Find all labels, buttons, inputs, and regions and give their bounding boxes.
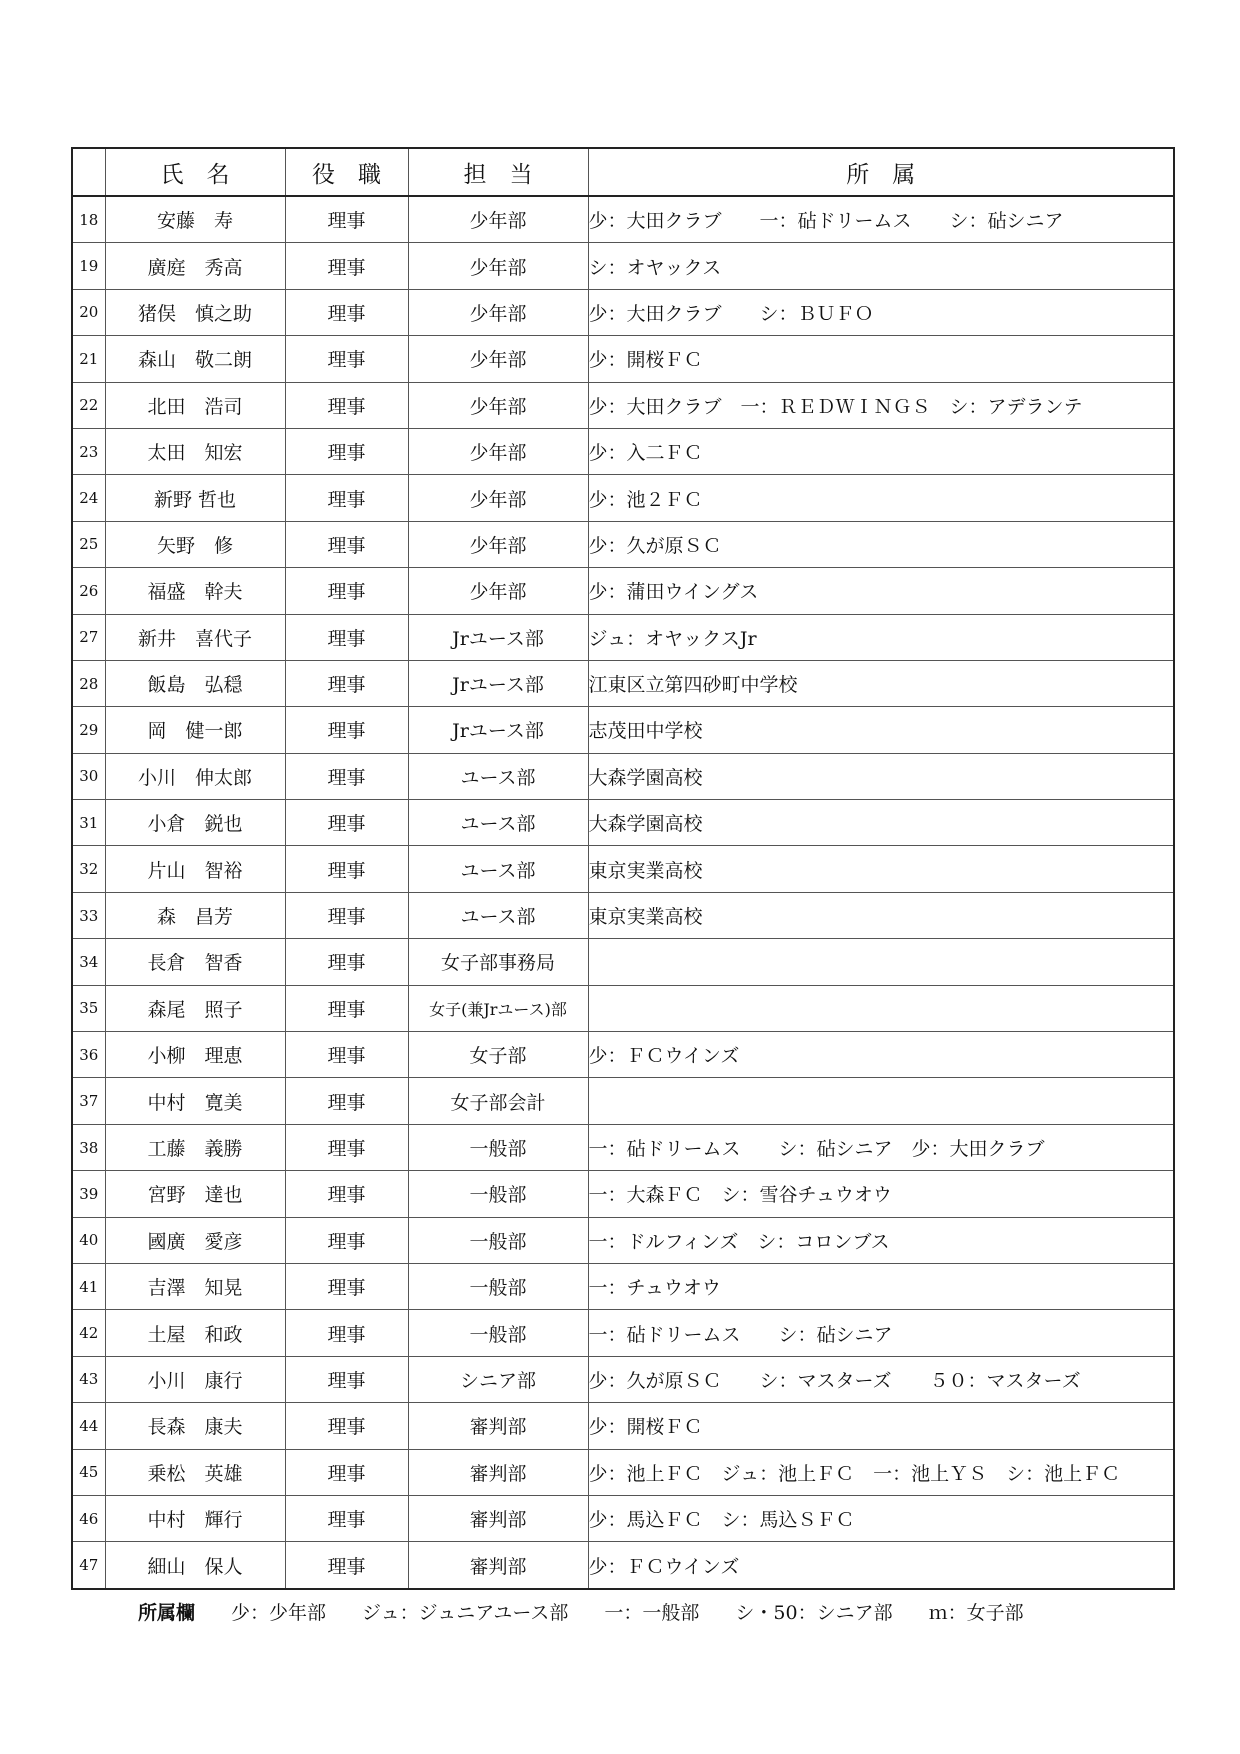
member-name: 小柳 理恵 (105, 1032, 285, 1078)
row-number: 36 (72, 1032, 105, 1078)
member-role: 理事 (285, 1171, 408, 1217)
member-affiliation: ジュ：オヤックスJr (588, 614, 1174, 660)
member-department: 少年部 (408, 243, 588, 289)
member-name: 土屋 和政 (105, 1310, 285, 1356)
member-role: 理事 (285, 892, 408, 938)
table-row (72, 846, 1174, 892)
row-number: 34 (72, 939, 105, 985)
table-row (72, 1217, 1174, 1263)
member-role: 理事 (285, 1495, 408, 1541)
row-number: 38 (72, 1124, 105, 1170)
row-number: 35 (72, 985, 105, 1031)
member-affiliation: 志茂田中学校 (588, 707, 1174, 753)
member-role: 理事 (285, 939, 408, 985)
table-row (72, 800, 1174, 846)
member-department: 女子部事務局 (408, 939, 588, 985)
member-name: 小倉 鋭也 (105, 800, 285, 846)
table-row (72, 1403, 1174, 1449)
member-department: 少年部 (408, 196, 588, 243)
header-number (72, 148, 105, 196)
member-name: 森 昌芳 (105, 892, 285, 938)
legend-label: 所属欄 (138, 1602, 196, 1624)
member-department: 少年部 (408, 336, 588, 382)
member-affiliation: 東京実業高校 (588, 892, 1174, 938)
member-role: 理事 (285, 243, 408, 289)
member-role: 理事 (285, 336, 408, 382)
member-department: ユース部 (408, 753, 588, 799)
table-row (72, 1356, 1174, 1402)
member-name: 中村 輝行 (105, 1495, 285, 1541)
member-affiliation (588, 939, 1174, 985)
table-row (72, 1171, 1174, 1217)
table-row (72, 1078, 1174, 1124)
row-number: 24 (72, 475, 105, 521)
member-role: 理事 (285, 800, 408, 846)
member-affiliation: 大森学園高校 (588, 753, 1174, 799)
member-name: 片山 智裕 (105, 846, 285, 892)
member-department: 審判部 (408, 1542, 588, 1589)
table-row (72, 753, 1174, 799)
member-affiliation: 一：砧ドリームス シ：砧シニア (588, 1310, 1174, 1356)
member-role: 理事 (285, 614, 408, 660)
member-department: 一般部 (408, 1263, 588, 1309)
table-row (72, 1495, 1174, 1541)
member-affiliation: 一：砧ドリームス シ：砧シニア 少：大田クラブ (588, 1124, 1174, 1170)
member-role: 理事 (285, 568, 408, 614)
member-department: 一般部 (408, 1124, 588, 1170)
row-number: 27 (72, 614, 105, 660)
member-name: 新井 喜代子 (105, 614, 285, 660)
row-number: 46 (72, 1495, 105, 1541)
table-row (72, 336, 1174, 382)
member-role: 理事 (285, 1217, 408, 1263)
member-role: 理事 (285, 1124, 408, 1170)
member-department: 女子部 (408, 1032, 588, 1078)
row-number: 23 (72, 428, 105, 474)
member-name: 森尾 照子 (105, 985, 285, 1031)
member-role: 理事 (285, 846, 408, 892)
member-name: 太田 知宏 (105, 428, 285, 474)
member-affiliation: 少：大田クラブ 一：砧ドリームス シ：砧シニア (588, 196, 1174, 243)
member-name: 森山 敬二朗 (105, 336, 285, 382)
member-department: 審判部 (408, 1403, 588, 1449)
member-affiliation: 少：馬込ＦＣ シ：馬込ＳＦＣ (588, 1495, 1174, 1541)
member-department: ユース部 (408, 846, 588, 892)
row-number: 33 (72, 892, 105, 938)
member-name: 猪俣 慎之助 (105, 289, 285, 335)
member-role: 理事 (285, 1403, 408, 1449)
member-affiliation: シ：オヤックス (588, 243, 1174, 289)
member-role: 理事 (285, 1263, 408, 1309)
header-affiliation: 所 属 (588, 148, 1174, 196)
table-row (72, 1310, 1174, 1356)
member-role: 理事 (285, 196, 408, 243)
header-role: 役 職 (285, 148, 408, 196)
member-name: 乗松 英雄 (105, 1449, 285, 1495)
member-affiliation: 少：入二ＦＣ (588, 428, 1174, 474)
member-name: 北田 浩司 (105, 382, 285, 428)
row-number: 43 (72, 1356, 105, 1402)
member-name: 新野 哲也 (105, 475, 285, 521)
member-affiliation (588, 1078, 1174, 1124)
table-row (72, 521, 1174, 567)
legend-item: ジュ：ジュニアユース部 (362, 1602, 569, 1624)
member-name: 國廣 愛彦 (105, 1217, 285, 1263)
member-department: 一般部 (408, 1217, 588, 1263)
member-affiliation: 少：久が原ＳＣ (588, 521, 1174, 567)
table-row (72, 707, 1174, 753)
member-role: 理事 (285, 1310, 408, 1356)
member-name: 福盛 幹夫 (105, 568, 285, 614)
row-number: 20 (72, 289, 105, 335)
member-role: 理事 (285, 1078, 408, 1124)
table-row (72, 382, 1174, 428)
member-role: 理事 (285, 521, 408, 567)
member-affiliation: 少：久が原ＳＣ シ：マスターズ ５０：マスターズ (588, 1356, 1174, 1402)
table-row (72, 1032, 1174, 1078)
table-row (72, 568, 1174, 614)
member-department: シニア部 (408, 1356, 588, 1402)
member-affiliation: 少：蒲田ウイングス (588, 568, 1174, 614)
row-number: 26 (72, 568, 105, 614)
row-number: 47 (72, 1542, 105, 1589)
member-role: 理事 (285, 1542, 408, 1589)
member-name: 岡 健一郎 (105, 707, 285, 753)
member-name: 飯島 弘穏 (105, 660, 285, 706)
member-affiliation: 少：ＦＣウインズ (588, 1032, 1174, 1078)
header-name: 氏 名 (105, 148, 285, 196)
officers-table (71, 147, 1175, 1590)
row-number: 22 (72, 382, 105, 428)
member-department: 一般部 (408, 1171, 588, 1217)
member-role: 理事 (285, 753, 408, 799)
member-department: 審判部 (408, 1449, 588, 1495)
member-affiliation: 一：大森ＦＣ シ：雪谷チュウオウ (588, 1171, 1174, 1217)
row-number: 28 (72, 660, 105, 706)
row-number: 32 (72, 846, 105, 892)
row-number: 29 (72, 707, 105, 753)
member-department: Jrユース部 (408, 660, 588, 706)
member-name: 小川 康行 (105, 1356, 285, 1402)
member-affiliation: 一：チュウオウ (588, 1263, 1174, 1309)
member-department: 少年部 (408, 382, 588, 428)
member-name: 宮野 達也 (105, 1171, 285, 1217)
member-name: 廣庭 秀高 (105, 243, 285, 289)
member-role: 理事 (285, 1356, 408, 1402)
member-role: 理事 (285, 985, 408, 1031)
row-number: 18 (72, 196, 105, 243)
member-name: 中村 寛美 (105, 1078, 285, 1124)
member-affiliation: 少：大田クラブ 一：ＲＥＤＷＩＮＧＳ シ：アデランテ (588, 382, 1174, 428)
legend-item: 少：少年部 (231, 1602, 327, 1624)
member-name: 矢野 修 (105, 521, 285, 567)
member-affiliation: 少：開桜ＦＣ (588, 336, 1174, 382)
member-affiliation: 少：開桜ＦＣ (588, 1403, 1174, 1449)
member-role: 理事 (285, 289, 408, 335)
member-name: 工藤 義勝 (105, 1124, 285, 1170)
row-number: 30 (72, 753, 105, 799)
table-row (72, 985, 1174, 1031)
member-department: 審判部 (408, 1495, 588, 1541)
table-row (72, 939, 1174, 985)
row-number: 31 (72, 800, 105, 846)
member-department: ユース部 (408, 892, 588, 938)
member-role: 理事 (285, 382, 408, 428)
member-department: Jrユース部 (408, 707, 588, 753)
table-row (72, 1263, 1174, 1309)
legend-item: シ・50：シニア部 (735, 1602, 893, 1624)
member-name: 細山 保人 (105, 1542, 285, 1589)
table-row (72, 196, 1174, 243)
header-row (72, 148, 1174, 196)
legend-item: ｍ：女子部 (928, 1602, 1024, 1624)
row-number: 21 (72, 336, 105, 382)
table-row (72, 1124, 1174, 1170)
table-row (72, 475, 1174, 521)
member-affiliation: 江東区立第四砂町中学校 (588, 660, 1174, 706)
member-affiliation: 大森学園高校 (588, 800, 1174, 846)
row-number: 39 (72, 1171, 105, 1217)
member-affiliation: 少：池上ＦＣ ジュ：池上ＦＣ 一：池上ＹＳ シ：池上ＦＣ (588, 1449, 1174, 1495)
table-row (72, 428, 1174, 474)
table-row (72, 243, 1174, 289)
table-row (72, 1449, 1174, 1495)
table-row (72, 289, 1174, 335)
member-department: 女子(兼Jrユース)部 (408, 985, 588, 1031)
header-department: 担 当 (408, 148, 588, 196)
row-number: 41 (72, 1263, 105, 1309)
member-affiliation: 一：ドルフィンズ シ：コロンブス (588, 1217, 1174, 1263)
member-name: 吉澤 知晃 (105, 1263, 285, 1309)
member-department: 少年部 (408, 521, 588, 567)
row-number: 45 (72, 1449, 105, 1495)
member-department: 少年部 (408, 568, 588, 614)
table-row (72, 660, 1174, 706)
member-role: 理事 (285, 475, 408, 521)
member-department: 女子部会計 (408, 1078, 588, 1124)
row-number: 42 (72, 1310, 105, 1356)
member-role: 理事 (285, 428, 408, 474)
member-name: 安藤 寿 (105, 196, 285, 243)
member-name: 長倉 智香 (105, 939, 285, 985)
member-department: Jrユース部 (408, 614, 588, 660)
member-role: 理事 (285, 1449, 408, 1495)
member-role: 理事 (285, 660, 408, 706)
member-affiliation (588, 985, 1174, 1031)
affiliation-legend (138, 1598, 1060, 1625)
member-affiliation: 少：ＦＣウインズ (588, 1542, 1174, 1589)
member-affiliation: 少：大田クラブ シ：ＢＵＦＯ (588, 289, 1174, 335)
row-number: 44 (72, 1403, 105, 1449)
row-number: 40 (72, 1217, 105, 1263)
legend-item: 一：一般部 (604, 1602, 700, 1624)
row-number: 37 (72, 1078, 105, 1124)
member-department: 一般部 (408, 1310, 588, 1356)
member-name: 長森 康夫 (105, 1403, 285, 1449)
member-role: 理事 (285, 707, 408, 753)
member-role: 理事 (285, 1032, 408, 1078)
member-department: 少年部 (408, 428, 588, 474)
member-name: 小川 伸太郎 (105, 753, 285, 799)
member-department: 少年部 (408, 475, 588, 521)
member-department: ユース部 (408, 800, 588, 846)
table-row (72, 892, 1174, 938)
table-row (72, 1542, 1174, 1589)
member-department: 少年部 (408, 289, 588, 335)
member-affiliation: 少：池２ＦＣ (588, 475, 1174, 521)
table-row (72, 614, 1174, 660)
row-number: 25 (72, 521, 105, 567)
row-number: 19 (72, 243, 105, 289)
member-affiliation: 東京実業高校 (588, 846, 1174, 892)
